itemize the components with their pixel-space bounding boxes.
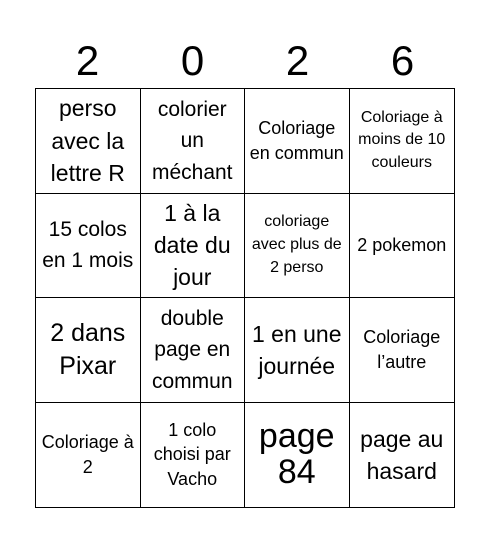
bingo-cell[interactable] — [245, 89, 350, 194]
bingo-cell[interactable] — [36, 194, 141, 299]
bingo-cell[interactable] — [245, 403, 350, 508]
bingo-cell-label: 1 colo choisi par Vacho — [153, 419, 231, 490]
bingo-cell[interactable] — [36, 298, 141, 403]
bingo-cell-label: 1 en une journée — [251, 320, 342, 379]
bingo-cell[interactable] — [350, 194, 455, 299]
bingo-cell[interactable] — [350, 89, 455, 194]
bingo-cell-label: perso avec la lettre R — [50, 95, 125, 186]
bingo-cell-label: coloriage avec plus de 2 perso — [251, 213, 342, 276]
bingo-cell-label: 1 à la date du jour — [153, 199, 231, 291]
header-letter: 0 — [180, 37, 205, 84]
header-letter: 6 — [390, 37, 415, 84]
header-letter: 2 — [75, 37, 100, 84]
bingo-cell-label: page 84 — [258, 417, 335, 491]
bingo-cell[interactable] — [350, 403, 455, 508]
bingo-cell[interactable] — [36, 89, 141, 194]
bingo-cell[interactable] — [141, 403, 246, 508]
bingo-cell-label: 2 dans Pixar — [50, 319, 126, 380]
header-letter: 2 — [285, 37, 310, 84]
bingo-cell-label: page au hasard — [360, 425, 444, 484]
bingo-cell-label: double page en commun — [151, 306, 233, 393]
bingo-board — [35, 88, 455, 508]
bingo-cell[interactable] — [245, 298, 350, 403]
bingo-cell-label: 2 pokemon — [357, 234, 447, 255]
bingo-cell[interactable] — [141, 89, 246, 194]
bingo-cell-label: Coloriage en commun — [249, 117, 344, 163]
bingo-cell[interactable] — [350, 298, 455, 403]
bingo-cell-label: colorier un méchant — [151, 97, 233, 184]
bingo-cell[interactable] — [141, 194, 246, 299]
bingo-cell[interactable] — [141, 298, 246, 403]
bingo-cell-label: Coloriage l’autre — [363, 326, 441, 372]
bingo-cell[interactable] — [245, 194, 350, 299]
bingo-cell-label: 15 colos en 1 mois — [42, 217, 134, 273]
bingo-cell[interactable] — [36, 403, 141, 508]
bingo-header — [35, 34, 455, 88]
bingo-cell-label: Coloriage à 2 — [41, 431, 134, 477]
bingo-cell-label: Coloriage à moins de 10 couleurs — [358, 108, 446, 172]
